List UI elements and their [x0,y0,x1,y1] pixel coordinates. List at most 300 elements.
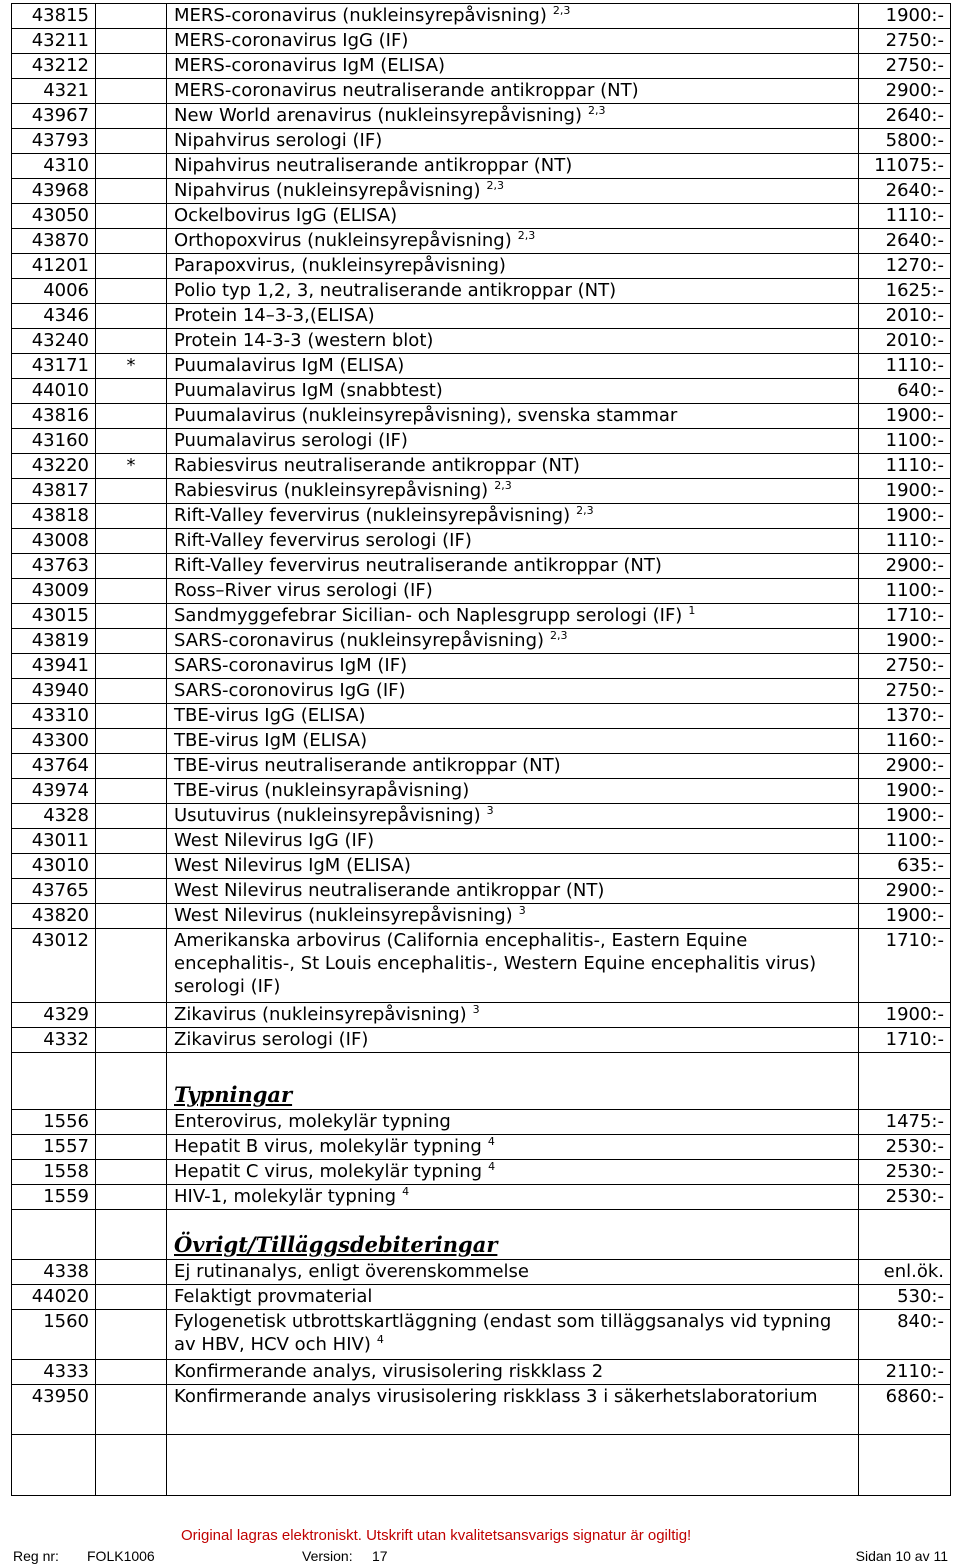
analysis-description [167,304,859,329]
table-row [12,79,951,104]
table-row [12,854,951,879]
analysis-code: 43793 [12,129,96,154]
table-row [12,179,951,204]
analysis-code: 43764 [12,754,96,779]
description-text: Konfirmerande analys virusisolering riskklass 3 i säkerhetslaboratorium [174,1386,818,1407]
table-row [12,1360,951,1385]
analysis-description [167,1003,859,1028]
empty-cell [96,1435,167,1496]
accreditation-mark [96,1260,167,1285]
analysis-price: 1900:- [859,1003,951,1028]
analysis-description [167,79,859,104]
analysis-description [167,204,859,229]
description-text: Sandmyggefebrar Sicilian- och Naplesgrupp serologi (IF) [174,605,683,626]
accreditation-mark [96,1135,167,1160]
table-row [12,1310,951,1360]
description-text: SARS-coronavirus IgM (IF) [174,655,408,676]
analysis-price: 635:- [859,854,951,879]
description-text: Ockelbovirus IgG (ELISA) [174,205,398,226]
description-text: SARS-coronovirus IgG (IF) [174,680,406,701]
section-title-cell [167,1053,859,1110]
table-row [12,404,951,429]
table-row [12,804,951,829]
analysis-code: 43815 [12,4,96,29]
description-text: Zikavirus serologi (IF) [174,1029,369,1050]
description-text: TBE-virus IgM (ELISA) [174,730,368,751]
description-text: Hepatit B virus, molekylär typning [174,1136,482,1157]
section-spacer-cell [859,1210,951,1260]
description-text: Rabiesvirus neutraliserande antikroppar (NT) [174,455,580,476]
description-text: West Nilevirus IgG (IF) [174,830,375,851]
analysis-code: 4310 [12,154,96,179]
table-row [12,554,951,579]
accreditation-mark [96,404,167,429]
table-row [12,1160,951,1185]
analysis-description [167,379,859,404]
description-text: West Nilevirus (nukleinsyrepåvisning) [174,905,513,926]
description-text: Nipahvirus (nukleinsyrepåvisning) [174,180,481,201]
analysis-price: 1900:- [859,504,951,529]
analysis-price: 1110:- [859,354,951,379]
table-row [12,504,951,529]
analysis-description [167,679,859,704]
table-row [12,1185,951,1210]
analysis-description [167,829,859,854]
analysis-price: 1900:- [859,404,951,429]
description-text: Nipahvirus serologi (IF) [174,130,383,151]
analysis-description [167,404,859,429]
analysis-description [167,1185,859,1210]
accreditation-mark [96,779,167,804]
footnote-ref: 2,3 [552,4,571,17]
description-text: Polio typ 1,2, 3, neutraliserande antikroppar (NT) [174,280,617,301]
analysis-price: 2530:- [859,1160,951,1185]
table-row [12,1260,951,1285]
table-row [12,729,951,754]
analysis-description [167,229,859,254]
analysis-description [167,179,859,204]
table-row [12,1003,951,1028]
description-text: TBE-virus IgG (ELISA) [174,705,366,726]
description-text: HIV-1, molekylär typning [174,1186,397,1207]
accreditation-mark [96,204,167,229]
description-text: SARS-coronavirus (nukleinsyrepåvisning) [174,630,545,651]
analysis-description [167,254,859,279]
table-row [12,704,951,729]
analysis-description [167,504,859,529]
analysis-description [167,929,859,1003]
description-text: MERS-coronavirus (nukleinsyrepåvisning) [174,5,547,26]
version-number: 17 [372,1548,388,1564]
accreditation-mark [96,929,167,1003]
analysis-price: 530:- [859,1285,951,1310]
table-row [12,929,951,1003]
accreditation-mark [96,1028,167,1053]
analysis-description [167,704,859,729]
analysis-description [167,429,859,454]
table-row [12,1110,951,1135]
analysis-price: 2110:- [859,1360,951,1385]
analysis-description [167,1285,859,1310]
analysis-price: 2900:- [859,879,951,904]
section-spacer-cell [96,1053,167,1110]
table-row [12,354,951,379]
footnote-ref: 4 [487,1135,495,1148]
analysis-code: 43211 [12,29,96,54]
accreditation-mark [96,179,167,204]
accreditation-mark [96,1160,167,1185]
section-spacer-cell [96,1210,167,1260]
analysis-description [167,354,859,379]
accreditation-mark [96,429,167,454]
table-row [12,579,951,604]
analysis-description [167,279,859,304]
footnote-ref: 3 [472,1003,480,1016]
page-footer [0,1548,960,1568]
description-text: West Nilevirus IgM (ELISA) [174,855,411,876]
analysis-code: 4329 [12,1003,96,1028]
accreditation-mark [96,379,167,404]
analysis-description [167,479,859,504]
price-table [11,3,951,1496]
description-text: Zikavirus (nukleinsyrepåvisning) [174,1004,467,1025]
analysis-code: 43009 [12,579,96,604]
description-text: MERS-coronavirus neutraliserande antikroppar (NT) [174,80,639,101]
footnote-ref: 2,3 [576,504,594,517]
analysis-description [167,4,859,29]
analysis-code: 43050 [12,204,96,229]
analysis-code: 44010 [12,379,96,404]
analysis-code: 43220 [12,454,96,479]
accreditation-mark [96,829,167,854]
validity-notice: Original lagras elektroniskt. Utskrift utan kvalitetsansvarigs signatur är ogiltig! [181,1527,692,1544]
description-text: Ross–River virus serologi (IF) [174,580,433,601]
footnote-ref: 3 [486,804,494,817]
analysis-description [167,1160,859,1185]
table-row [12,29,951,54]
analysis-price: 1710:- [859,929,951,1003]
analysis-price: 1900:- [859,904,951,929]
table-row [12,604,951,629]
analysis-price: 1160:- [859,729,951,754]
analysis-code: 43817 [12,479,96,504]
description-text: Protein 14–3-3,(ELISA) [174,305,375,326]
analysis-price: 1100:- [859,429,951,454]
accreditation-mark [96,854,167,879]
analysis-code: 43012 [12,929,96,1003]
analysis-price: 1100:- [859,829,951,854]
table-row [12,529,951,554]
reg-number: FOLK1006 [87,1548,155,1564]
analysis-description [167,1310,859,1360]
analysis-price: 2900:- [859,79,951,104]
analysis-price: 2010:- [859,304,951,329]
description-text: West Nilevirus neutraliserande antikroppar (NT) [174,880,605,901]
analysis-price: 5800:- [859,129,951,154]
accreditation-mark [96,79,167,104]
table-row [12,329,951,354]
footnote-ref: 2,3 [517,229,536,242]
section-title-cell [167,1210,859,1260]
footnote-ref: 1 [688,604,696,617]
analysis-description [167,104,859,129]
description-text: Parapoxvirus, (nukleinsyrepåvisning) [174,255,506,276]
table-tail-row [12,1435,951,1496]
analysis-code: 41201 [12,254,96,279]
analysis-code: 43950 [12,1385,96,1435]
table-row [12,829,951,854]
description-text: Amerikanska arbovirus (California encephalitis-, Eastern Equine encephalitis-, St Louis encephalitis-, Western Equine encephalitis virus) serologi (IF) [174,930,817,997]
analysis-description [167,1110,859,1135]
analysis-price: 2640:- [859,179,951,204]
empty-cell [167,1435,859,1496]
table-row [12,104,951,129]
accreditation-mark [96,504,167,529]
description-text: Ej rutinanalys, enligt överenskommelse [174,1261,529,1282]
accreditation-mark [96,679,167,704]
table-row [12,1135,951,1160]
table-row [12,479,951,504]
analysis-description [167,579,859,604]
analysis-price: 1900:- [859,479,951,504]
analysis-description [167,1260,859,1285]
footnote-ref: 2,3 [486,179,505,192]
description-text: Rift-Valley fevervirus neutraliserande antikroppar (NT) [174,555,662,576]
analysis-description [167,629,859,654]
analysis-price: 1110:- [859,529,951,554]
analysis-code: 1556 [12,1110,96,1135]
analysis-price: enl.ök. [859,1260,951,1285]
analysis-description [167,1385,859,1435]
accreditation-mark [96,129,167,154]
analysis-code: 43819 [12,629,96,654]
accreditation-mark [96,279,167,304]
analysis-price: 1900:- [859,779,951,804]
accreditation-mark: * [96,354,167,379]
analysis-code: 43870 [12,229,96,254]
accreditation-mark [96,529,167,554]
description-text: MERS-coronavirus IgM (ELISA) [174,55,446,76]
analysis-description [167,1028,859,1053]
analysis-price: 6860:- [859,1385,951,1435]
analysis-description [167,654,859,679]
analysis-code: 43008 [12,529,96,554]
table-row [12,204,951,229]
analysis-description [167,804,859,829]
description-text: Konfirmerande analys, virusisolering riskklass 2 [174,1361,604,1382]
analysis-code: 4328 [12,804,96,829]
accreditation-mark [96,154,167,179]
table-row [12,1028,951,1053]
description-text: Nipahvirus neutraliserande antikroppar (NT) [174,155,573,176]
accreditation-mark [96,804,167,829]
accreditation-mark [96,604,167,629]
table-row [12,1285,951,1310]
accreditation-mark [96,479,167,504]
analysis-description [167,729,859,754]
description-text: Hepatit C virus, molekylär typning [174,1161,483,1182]
description-text: Usutuvirus (nukleinsyrepåvisning) [174,805,481,826]
analysis-price: 11075:- [859,154,951,179]
accreditation-mark [96,54,167,79]
accreditation-mark [96,304,167,329]
analysis-code: 43941 [12,654,96,679]
empty-cell [859,1435,951,1496]
analysis-price: 2750:- [859,654,951,679]
analysis-price: 1475:- [859,1110,951,1135]
accreditation-mark [96,554,167,579]
accreditation-mark [96,104,167,129]
table-row [12,4,951,29]
analysis-price: 1625:- [859,279,951,304]
table-row [12,679,951,704]
table-row [12,754,951,779]
table-row [12,779,951,804]
analysis-code: 43765 [12,879,96,904]
section-spacer-cell [12,1053,96,1110]
table-row [12,279,951,304]
analysis-price: 1110:- [859,204,951,229]
reg-label: Reg nr: [13,1548,59,1564]
description-text: MERS-coronavirus IgG (IF) [174,30,409,51]
analysis-price: 2530:- [859,1135,951,1160]
analysis-code: 1560 [12,1310,96,1360]
analysis-price: 1370:- [859,704,951,729]
table-row [12,379,951,404]
analysis-description [167,329,859,354]
analysis-code: 43212 [12,54,96,79]
analysis-description [167,904,859,929]
price-table-body [12,4,951,1496]
analysis-description [167,554,859,579]
analysis-description [167,54,859,79]
analysis-code: 43300 [12,729,96,754]
analysis-price: 1900:- [859,804,951,829]
analysis-code: 4321 [12,79,96,104]
analysis-price: 840:- [859,1310,951,1360]
accreditation-mark [96,4,167,29]
analysis-code: 4006 [12,279,96,304]
analysis-price: 640:- [859,379,951,404]
accreditation-mark [96,254,167,279]
table-row [12,229,951,254]
analysis-code: 4338 [12,1260,96,1285]
description-text: Puumalavirus IgM (ELISA) [174,355,405,376]
analysis-description [167,779,859,804]
analysis-code: 43015 [12,604,96,629]
accreditation-mark [96,579,167,604]
analysis-price: 1100:- [859,579,951,604]
analysis-code: 43968 [12,179,96,204]
section-spacer-cell [859,1053,951,1110]
description-text: New World arenavirus (nukleinsyrepåvisning) [174,105,583,126]
analysis-price: 1900:- [859,629,951,654]
section-header-row [12,1053,951,1110]
analysis-code: 4332 [12,1028,96,1053]
footnote-ref: 2,3 [588,104,606,117]
table-row [12,904,951,929]
analysis-description [167,129,859,154]
analysis-code: 1558 [12,1160,96,1185]
description-text: Felaktigt provmaterial [174,1286,373,1307]
accreditation-mark [96,904,167,929]
analysis-price: 2900:- [859,754,951,779]
analysis-description [167,454,859,479]
footnote-ref: 2,3 [550,629,568,642]
analysis-code: 1559 [12,1185,96,1210]
section-header-row [12,1210,951,1260]
analysis-description [167,154,859,179]
analysis-code: 43940 [12,679,96,704]
description-text: Fylogenetisk utbrottskartläggning (endast som tilläggsanalys vid typning av HBV, HCV och HIV) [174,1311,832,1355]
description-text: Rabiesvirus (nukleinsyrepåvisning) [174,480,489,501]
accreditation-mark [96,229,167,254]
empty-cell [12,1435,96,1496]
analysis-code: 1557 [12,1135,96,1160]
analysis-price: 1710:- [859,604,951,629]
accreditation-mark [96,704,167,729]
description-text: Protein 14-3-3 (western blot) [174,330,434,351]
analysis-description [167,854,859,879]
analysis-price: 2530:- [859,1185,951,1210]
accreditation-mark [96,1385,167,1435]
analysis-description [167,879,859,904]
analysis-code: 43310 [12,704,96,729]
description-text: Rift-Valley fevervirus serologi (IF) [174,530,472,551]
accreditation-mark [96,629,167,654]
analysis-code: 43820 [12,904,96,929]
description-text: TBE-virus (nukleinsyrapåvisning) [174,780,470,801]
analysis-description [167,29,859,54]
analysis-price: 2750:- [859,29,951,54]
analysis-code: 43171 [12,354,96,379]
accreditation-mark [96,754,167,779]
footnote-ref: 3 [518,904,526,917]
analysis-code: 44020 [12,1285,96,1310]
description-text: Rift-Valley fevervirus (nukleinsyrepåvisning) [174,505,571,526]
description-text: TBE-virus neutraliserande antikroppar (NT) [174,755,561,776]
accreditation-mark [96,29,167,54]
analysis-price: 1270:- [859,254,951,279]
accreditation-mark [96,329,167,354]
footnote-ref: 4 [376,1333,384,1346]
analysis-description [167,604,859,629]
analysis-price: 2010:- [859,329,951,354]
analysis-code: 43763 [12,554,96,579]
table-row [12,304,951,329]
section-title: Typningar [174,1082,293,1107]
description-text: Puumalavirus (nukleinsyrepåvisning), svenska stammar [174,405,678,426]
accreditation-mark [96,1003,167,1028]
table-row [12,154,951,179]
footnote-ref: 4 [402,1185,410,1198]
analysis-code: 4346 [12,304,96,329]
accreditation-mark: * [96,454,167,479]
analysis-price: 2900:- [859,554,951,579]
description-text: Enterovirus, molekylär typning [174,1111,451,1132]
accreditation-mark [96,1285,167,1310]
analysis-description [167,1360,859,1385]
table-row [12,54,951,79]
table-row [12,629,951,654]
analysis-description [167,529,859,554]
analysis-code: 43967 [12,104,96,129]
analysis-code: 4333 [12,1360,96,1385]
table-row [12,254,951,279]
footnote-ref: 4 [488,1160,496,1173]
analysis-code: 43160 [12,429,96,454]
analysis-price: 2640:- [859,104,951,129]
